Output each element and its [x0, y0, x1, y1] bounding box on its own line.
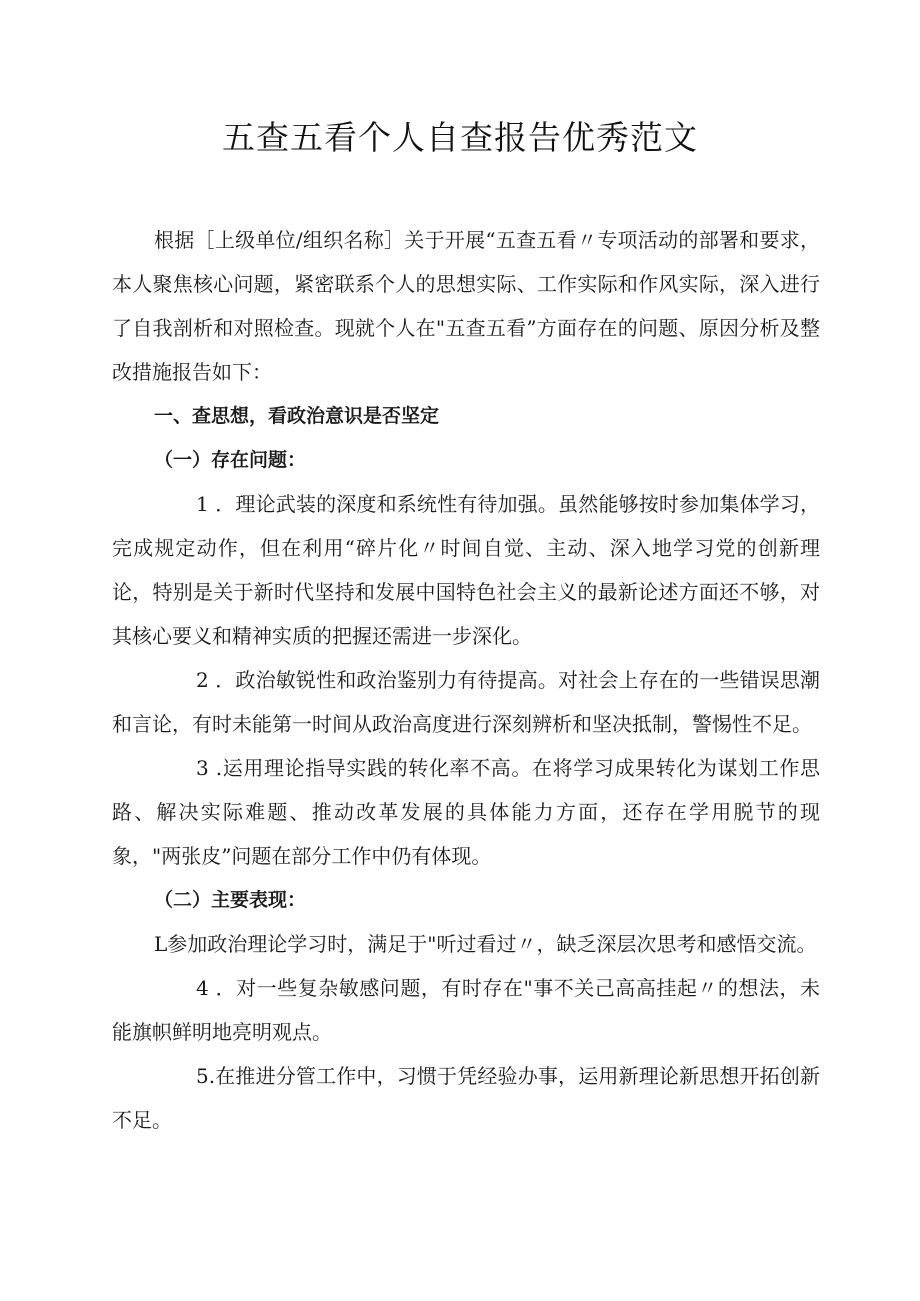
- item-text: .运用理论指导实践的转化率不高。在将学习成果转化为谋划工作思路、解决实际难题、推动改革发展的具体能力方面，还存在学用脱节的现象，"两张皮”问题在部分工作中仍有体现。: [112, 756, 821, 868]
- item-text: ．政治敏锐性和政治鉴别力有待提高。对社会上存在的一些错误思潮和言论，有时未能第一时间从政治高度进行深刻辨析和坚决抵制，警惕性不足。: [112, 668, 821, 736]
- item-text: ．对一些复杂敏感问题，有时存在"事不关己高高挂起〃的想法，未能旗帜鲜明地亮明观点。: [112, 976, 821, 1044]
- list-item: [112, 482, 820, 658]
- section-heading: 一、查思想，看政治意识是否坚定: [154, 405, 440, 427]
- item-text: ．理论武装的深度和系统性有待加强。虽然能够按时参加集体学习，完成规定动作，但在利用“碎片化〃时间自觉、主动、深入地学习党的创新理论，特别是关于新时代坚持和发展中国特色社会主义的最新论述方面还不够，对其核心要义和精神实质的把握还需进一步深化。: [112, 492, 821, 648]
- list-item: [112, 966, 820, 1054]
- list-item: [112, 1054, 820, 1142]
- document-body: [112, 218, 820, 1142]
- item-number: 3: [196, 756, 209, 780]
- list-item: [112, 746, 820, 878]
- item-text: L参加政治理论学习时，满足于"听过看过〃，缺乏深层次思考和感悟交流。: [154, 932, 817, 956]
- list-item: [112, 658, 820, 746]
- document-title: 五查五看个人自查报告优秀范文: [222, 118, 698, 157]
- item-number: 5: [196, 1064, 209, 1088]
- intro-paragraph: 根据［上级单位/组织名称］关于开展“五查五看〃专项活动的部署和要求，本人聚焦核心问题，紧密联系个人的思想实际、工作实际和作风实际，深入进行了自我剖析和对照检查。现就个人在"五查五看”方面存在的问题、原因分析及整改措施报告如下：: [112, 228, 820, 384]
- list-item: [112, 922, 820, 966]
- item-number: 1: [196, 492, 209, 516]
- item-number: 4: [196, 976, 209, 1000]
- subsection-heading-problems: （一）存在问题：: [154, 449, 307, 471]
- subsection-heading-manifestations: （二）主要表现：: [154, 889, 307, 911]
- item-text: .在推进分管工作中，习惯于凭经验办事，运用新理论新思想开拓创新不足。: [112, 1064, 820, 1132]
- item-number: 2: [196, 668, 209, 692]
